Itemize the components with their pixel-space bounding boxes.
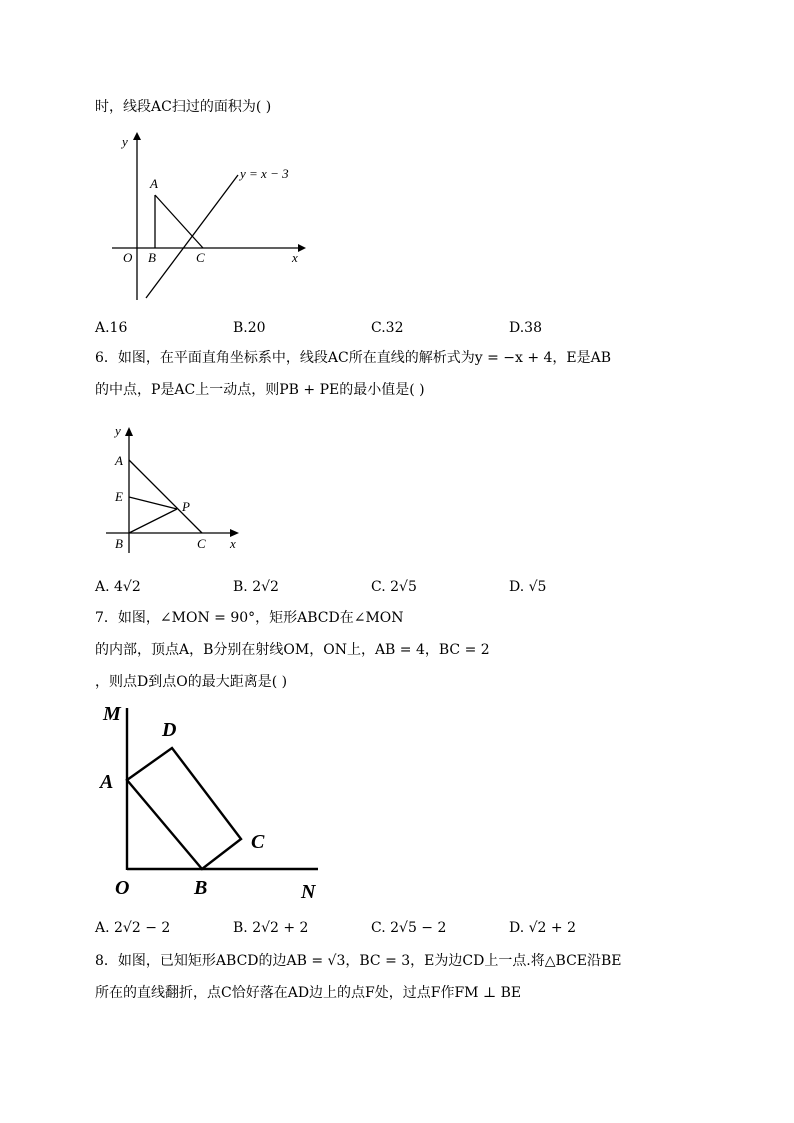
q6-label-b: B: [115, 536, 123, 551]
q5-label-y: y: [122, 134, 128, 149]
q5-label-b: B: [148, 250, 156, 265]
q5-option-a[interactable]: A.16: [95, 320, 128, 336]
q5-label-o: O: [123, 250, 133, 265]
q5-option-d[interactable]: D.38: [509, 320, 542, 336]
q6-label-e: E: [115, 489, 123, 504]
q7-label-d: D: [162, 719, 177, 741]
q7-label-b: B: [194, 877, 208, 899]
q6-label-a: A: [115, 453, 123, 468]
q5-option-b[interactable]: B.20: [233, 320, 266, 336]
q7-option-d[interactable]: D. √2 + 2: [509, 920, 576, 936]
q7-figure: [98, 698, 328, 908]
q6-label-p: P: [182, 499, 190, 514]
q6-option-a[interactable]: A. 4√2: [95, 579, 141, 595]
q7-label-m: M: [103, 703, 121, 725]
q8-line-2: 所在的直线翻折，点C恰好落在AD边上的点F处，过点F作FM ⊥ BE: [95, 985, 522, 1001]
q8-line-1: 8．如图，已知矩形ABCD的边AB = √3，BC = 3，E为边CD上一点.将△BCE沿BE: [95, 953, 622, 969]
q7-label-n: N: [301, 881, 316, 903]
q6-label-y: y: [115, 423, 121, 438]
q6-option-b[interactable]: B. 2√2: [233, 579, 279, 595]
q7-option-c[interactable]: C. 2√5 − 2: [371, 920, 447, 936]
q7-line-3: ，则点D到点O的最大距离是( ): [95, 674, 288, 690]
q6-line-1: 6．如图，在平面直角坐标系中，线段AC所在直线的解析式为y = −x + 4，E是AB: [95, 350, 612, 366]
q6-label-c: C: [197, 536, 206, 551]
q6-option-c[interactable]: C. 2√5: [371, 579, 417, 595]
q7-option-b[interactable]: B. 2√2 + 2: [233, 920, 309, 936]
q7-label-a: A: [100, 771, 114, 793]
q5-figure: [100, 130, 320, 305]
q7-line-2: 的内部，顶点A，B分别在射线OM，ON上，AB = 4，BC = 2: [95, 642, 490, 658]
q5-label-c: C: [196, 250, 205, 265]
q6-label-x: x: [230, 536, 236, 551]
q6-option-d[interactable]: D. √5: [509, 579, 547, 595]
q5-text: 时，线段AC扫过的面积为( ): [95, 99, 272, 115]
q5-label-x: x: [292, 250, 298, 265]
q5-line-label: y = x − 3: [240, 166, 289, 181]
q5-label-a: A: [150, 176, 158, 191]
q5-option-c[interactable]: C.32: [371, 320, 404, 336]
q7-label-o: O: [115, 877, 130, 899]
q7-label-c: C: [251, 831, 265, 853]
q7-option-a[interactable]: A. 2√2 − 2: [95, 920, 171, 936]
q7-line-1: 7．如图，∠MON = 90°，矩形ABCD在∠MON: [95, 610, 404, 626]
q6-figure: [100, 418, 250, 558]
q6-line-2: 的中点，P是AC上一动点，则PB + PE的最小值是( ): [95, 382, 425, 398]
